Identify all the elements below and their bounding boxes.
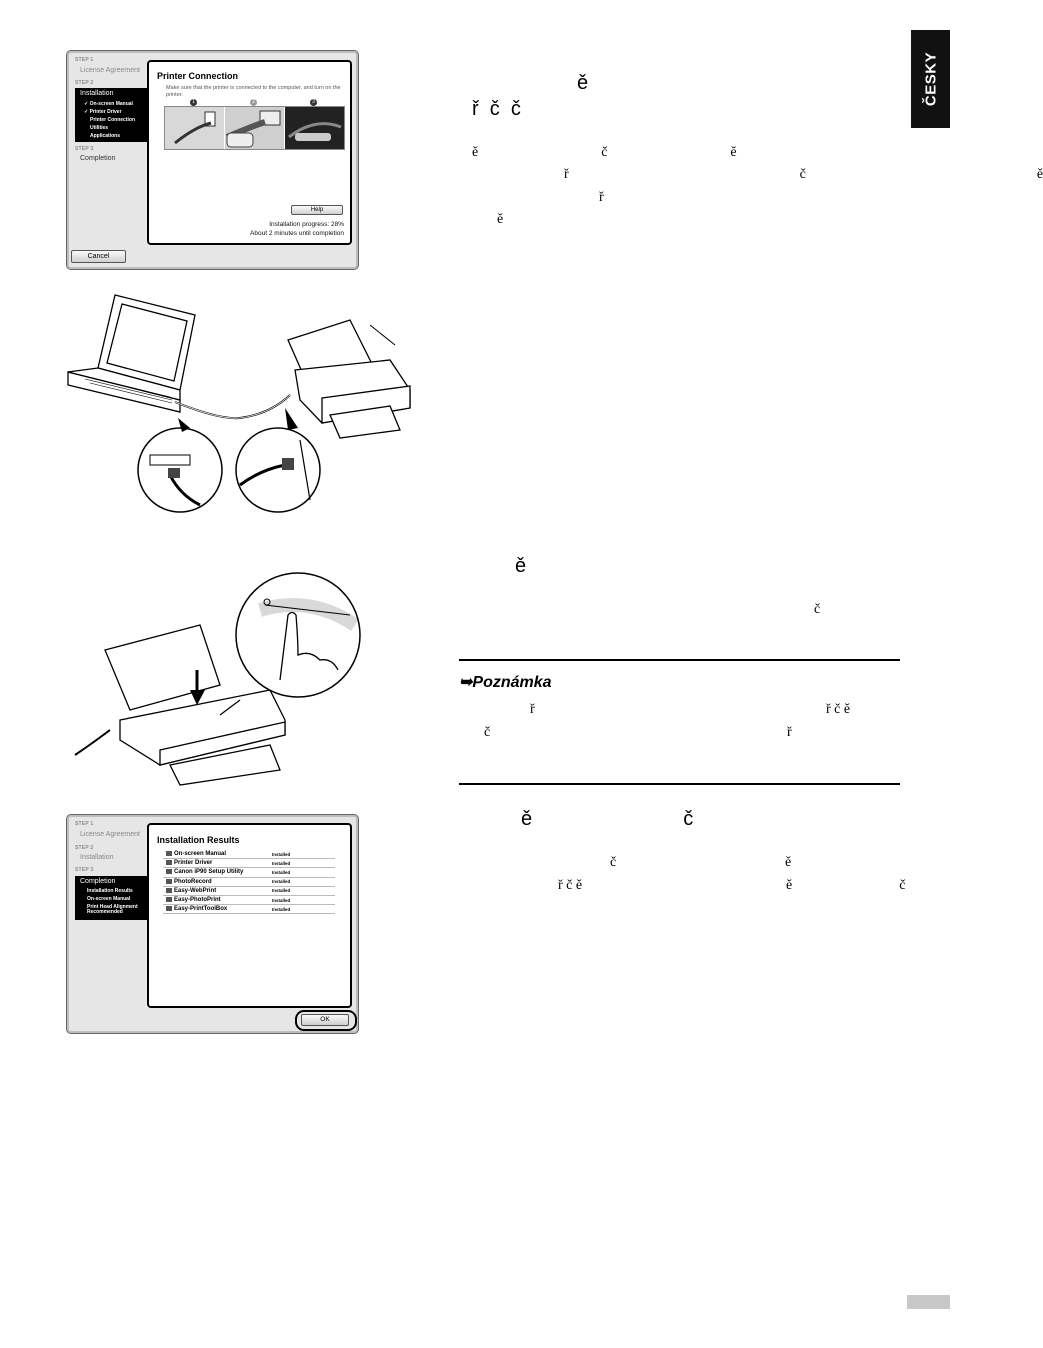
webprint-icon	[166, 888, 172, 893]
result-name: Easy-PhotoPrint	[174, 897, 221, 904]
utility-icon	[166, 869, 172, 874]
ok-button[interactable]: OK	[301, 1014, 349, 1026]
step-license-agreement: License Agreement	[80, 67, 140, 74]
step-installation: Installation	[80, 854, 114, 861]
step-installation: Installation	[80, 90, 114, 97]
power-button-illustration	[70, 570, 370, 795]
substep-print-head-alignment: Print Head Alignment Recommended	[87, 904, 138, 915]
section3-line1-b: ě	[785, 855, 792, 870]
usb-connection-illustration	[60, 290, 420, 515]
step-installation-selected	[75, 88, 149, 142]
photoprint-icon	[166, 897, 172, 902]
section3-line2-a: ř č ě	[558, 878, 583, 893]
section3-line1-a: č	[610, 855, 617, 870]
results-table	[163, 850, 335, 914]
photorecord-icon	[166, 879, 172, 884]
printer-connection-dialog	[66, 50, 359, 270]
cancel-button[interactable]: Cancel	[71, 250, 126, 263]
substep-printer-driver: ✓ Printer Driver	[84, 109, 122, 115]
printtoolbox-icon	[166, 906, 172, 911]
content-panel	[147, 823, 352, 1008]
substep-printer-connection: Printer Connection	[90, 117, 136, 123]
table-row	[163, 868, 335, 877]
substep-onscreen-manual: On-screen Manual	[87, 896, 131, 902]
table-row	[163, 850, 335, 859]
table-row	[163, 886, 335, 895]
page-title: Printer Connection	[157, 71, 239, 81]
table-row	[163, 895, 335, 904]
result-name: PhotoRecord	[174, 878, 212, 885]
substep-installation-results: Installation Results	[87, 888, 133, 894]
note-line2-a: č	[484, 725, 491, 740]
note-top-rule	[459, 659, 900, 661]
help-button[interactable]: Help	[291, 205, 343, 215]
table-row	[163, 859, 335, 868]
section3-heading	[521, 808, 693, 831]
step2-label: STEP 2	[75, 80, 94, 86]
step-completion: Completion	[80, 878, 116, 885]
section1-line1	[472, 145, 737, 161]
time-remaining-text: About 2 minutes until completion	[250, 230, 344, 237]
language-tab	[911, 30, 950, 128]
result-status: Installed	[269, 886, 335, 895]
instruction-text: Make sure that the printer is connected to the computer, and turn on the printer.	[166, 85, 341, 98]
note-title: Poznámka	[472, 674, 552, 691]
section1-line4: ě	[497, 212, 504, 227]
section2-line1: č	[814, 602, 821, 617]
result-status: Installed	[269, 868, 335, 877]
page-title: Installation Results	[157, 835, 240, 845]
result-status: Installed	[269, 850, 335, 859]
section1-line2-text: ř č ě	[564, 167, 1043, 182]
note-bottom-rule	[459, 783, 900, 785]
result-name: Canon iP90 Setup Utility	[174, 869, 244, 876]
connection-illustration	[164, 99, 345, 150]
section3-heading-text: ě č	[521, 808, 694, 830]
result-name: Easy-PrintToolBox	[174, 906, 228, 913]
note-line1-a: ř	[530, 702, 535, 717]
result-status: Installed	[269, 859, 335, 868]
result-status: Installed	[269, 877, 335, 886]
section3-line2-b-text: ě č	[786, 878, 906, 893]
manual-icon	[166, 851, 172, 856]
result-status: Installed	[269, 905, 335, 914]
step-completion-selected	[75, 876, 149, 920]
step3-label: STEP 3	[75, 146, 94, 152]
progress-text: Installation progress: 28%	[269, 221, 344, 228]
page-corner-marker	[907, 1295, 950, 1309]
section1-heading-line2: ř č č	[472, 98, 521, 120]
content-panel	[147, 60, 352, 245]
section1-heading-line1: ě	[577, 72, 589, 94]
step2-label: STEP 2	[75, 845, 94, 851]
table-row	[163, 905, 335, 914]
image-number-3: 3	[310, 99, 317, 106]
section1-line1-text: ě č ě	[472, 145, 737, 160]
step-license-agreement: License Agreement	[80, 831, 140, 838]
section1-line3: ř	[599, 190, 604, 205]
language-tab-label: ČESKY	[922, 51, 939, 107]
note-heading	[459, 672, 552, 692]
substep-utilities: Utilities	[90, 125, 109, 131]
result-name: On-screen Manual	[174, 851, 227, 858]
result-status: Installed	[269, 895, 335, 904]
result-name: Printer Driver	[174, 860, 213, 867]
section2-heading: ě	[515, 555, 527, 577]
table-row	[163, 877, 335, 886]
substep-applications: Applications	[90, 133, 121, 139]
step3-label: STEP 3	[75, 867, 94, 873]
section3-line2-b	[786, 878, 905, 894]
step1-label: STEP 1	[75, 57, 94, 63]
section1-line2	[564, 167, 1043, 183]
image-number-2: 2	[250, 99, 257, 106]
step1-label: STEP 1	[75, 821, 94, 827]
note-line2-b: ř	[787, 725, 792, 740]
result-name: Easy-WebPrint	[174, 887, 217, 894]
note-line1-b: ř č ě	[826, 702, 851, 717]
connection-illustration-svg	[165, 107, 344, 149]
step-completion: Completion	[80, 155, 116, 162]
installation-results-dialog	[66, 814, 359, 1034]
printer-icon	[166, 860, 172, 865]
image-number-1: 1	[190, 99, 197, 106]
substep-onscreen-manual: ✓ On-screen Manual	[84, 101, 133, 107]
note-arrow-icon: ➥	[459, 674, 473, 691]
